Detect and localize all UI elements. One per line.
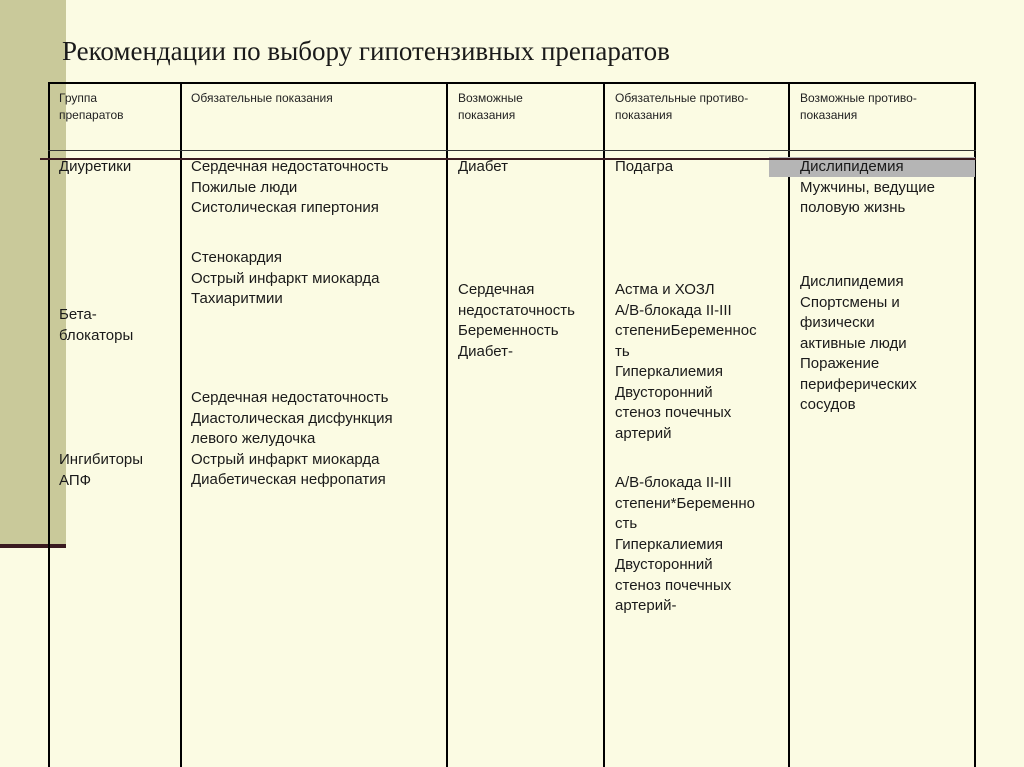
possible-indications-beta-blockers: Сердечная недостаточность Беременность Диабет- <box>458 281 575 360</box>
possible-indications-diuretics: Диабет <box>458 158 509 175</box>
header-possible-indications: Возможные показания <box>458 91 523 122</box>
header-mandatory-contraindications: Обязательные противо- показания <box>615 91 749 122</box>
column-divider <box>180 82 182 767</box>
possible-contraindications-beta-blockers: Дислипидемия Спортсмены и физически активные люди Поражение периферических сосудов <box>800 273 917 413</box>
possible-contraindications-diuretics: Дислипидемия Мужчины, ведущие половую жизнь <box>800 158 935 216</box>
group-beta-blockers: Бета- блокаторы <box>59 306 134 344</box>
mandatory-indications-beta-blockers: Стенокардия Острый инфаркт миокарда Тахиаритмии <box>191 249 380 307</box>
mandatory-contraindications-beta-blockers: Астма и ХОЗЛ A/B-блокада II-III степениБеременнос ть Гиперкалиемия Двусторонний стеноз почечных артерий <box>615 281 757 442</box>
column-divider <box>446 82 448 767</box>
header-possible-contraindications: Возможные противо- показания <box>800 91 917 122</box>
column-divider <box>603 82 605 767</box>
group-ace-inhibitors: Ингибиторы АПФ <box>59 451 144 489</box>
mandatory-contraindications-ace-inhibitors: A/B-блокада II-III степени*Беременно сть Гиперкалиемия Двусторонний стеноз почечных артерий- <box>615 474 755 614</box>
group-diuretics: Диуретики <box>59 158 132 175</box>
page-title: Рекомендации по выбору гипотензивных препаратов <box>62 36 670 66</box>
column-divider <box>788 82 790 767</box>
header-mandatory-indications: Обязательные показания <box>191 91 333 105</box>
header-divider <box>48 150 976 151</box>
mandatory-indications-diuretics: Сердечная недостаточность Пожилые люди Систолическая гипертония <box>191 158 389 216</box>
mandatory-contraindications-diuretics: Подагра <box>615 158 674 175</box>
mandatory-indications-ace-inhibitors: Сердечная недостаточность Диастолическая дисфункция левого желудочка Острый инфаркт миокарда Диабетическая нефропатия <box>191 389 393 488</box>
header-drug-group: Группа препаратов <box>59 91 124 122</box>
